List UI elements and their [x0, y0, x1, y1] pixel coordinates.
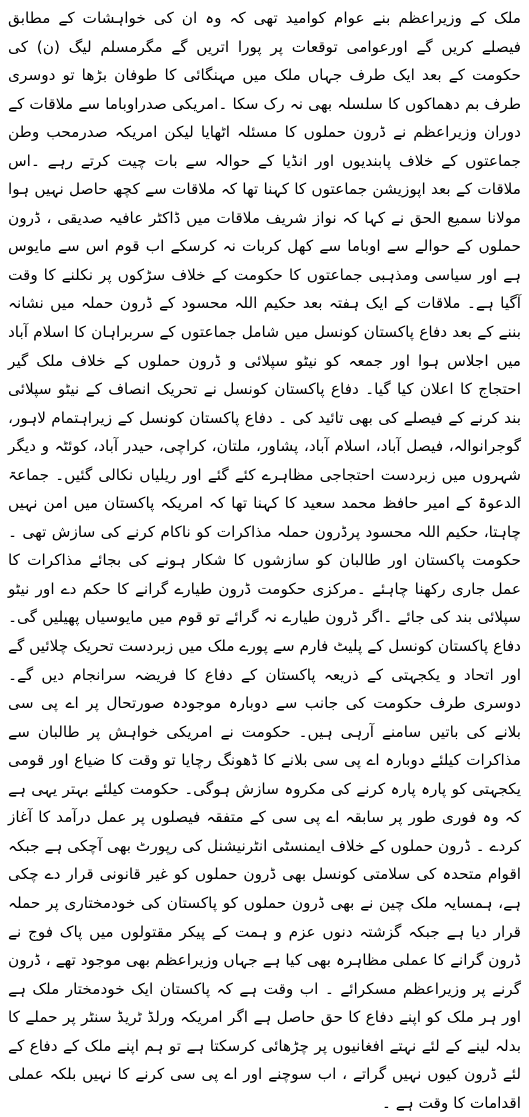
article-body-text: ملک کے وزیراعظم بنے عوام کوامید تھی کہ وہ ان کی خواہشات کے مطابق فیصلے کریں گے اورعوامی توقعات پر پورا اتریں گے مگرمسلم لیگ (ن) کی حکومت کے بعد ایک طرف جہاں ملک میں مہنگائی کا طوفان بڑھا تو دوسری طرف بم دھماکوں کا سلسلہ بھی نہ رک سکا ۔امریکی صدراوباما سے ملاقات کے دوران وزیراعظم نے ڈرون حملوں کا مسئلہ اٹھایا لیکن امریکہ صدرمحب وطن جماعتوں کے خلاف پابندیوں اور انڈیا کے حوالہ سے بات چیت کرتے رہے ۔اس ملاقات کے بعد اپوزیشن جماعتوں کا کہنا تھا کہ ملاقات سے کچھ حاصل نہیں ہوا مولانا سمیع الحق نے کہا کہ نواز شریف ملاقات میں ڈاکٹر عافیہ صدیقی ، ڈرون حملوں کے حوالے سے اوباما سے کھل کربات نہ کرسکے اب قوم اس سے مایوس ہے اور سیاسی ومذہبی جماعتوں کا حکومت کے خلاف سڑکوں پر نکلنے کا وقت آگیا ہے۔ ملاقات کے ایک ہفتہ بعد حکیم اللہ محسود کے ڈرون حملہ میں نشانہ بننے کے بعد دفاع پاکستان کونسل میں شامل جماعتوں کے سربراہان کا اسلام آباد میں اجلاس ہوا اور جمعہ کو نیٹو سپلائی و ڈرون حملوں کے خلاف ملک گیر احتجاج کا اعلان کیا گیا۔ دفاع پاکستان کونسل نے تحریک انصاف کے نیٹو سپلائی بند کرنے کے فیصلے کی بھی تائید کی ۔ دفاع پاکستان کونسل کے زیراہتمام لاہور، گوجرانوالہ، فیصل آباد، اسلام آباد، پشاور، ملتان، کراچی، حیدر آباد، کوئٹہ و دیگر شہروں میں زبردست احتجاجی مظاہرے کئے گئے اور ریلیاں نکالی گئیں۔ جماعۃ الدعوۃ کے امیر حافظ محمد سعید کا کہنا تھا کہ امریکہ پاکستان میں امن نہیں چاہتا، حکیم اللہ محسود پرڈرون حملہ مذاکرات کو ناکام کرنے کی سازش تھی ۔حکومت پاکستان اور طالبان کو سازشوں کا شکار ہونے کی بجائے مذاکرات کا عمل جاری رکھنا چاہئے ۔مرکزی حکومت ڈرون طیارے گرانے کا حکم دے اور نیٹو سپلائی بند کی جائے ۔اگر ڈرون طیارے نہ گرائے تو قوم میں مایوسیاں پھیلیں گی۔ دفاع پاکستان کونسل کے پلیٹ فارم سے پورے ملک میں زبردست تحریک چلائیں گے اور اتحاد و یکجہتی کے ذریعہ پاکستان کے دفاع کا فریضہ سرانجام دیں گے۔ دوسری طرف حکومت کی جانب سے دوبارہ موجودہ صورتحال پر اے پی سی بلانے کی باتیں سامنے آرہی ہیں۔ حکومت نے امریکی خواہش پر طالبان سے مذاکرات کیلئے دوبارہ اے پی سی بلانے کا ڈھونگ رچایا تو وقت کا ضیاع اور قومی یکجہتی کو پارہ پارہ کرنے کی مکروہ سازش ہوگی۔ حکومت کیلئے بہتر یہی ہے کہ وہ فوری طور پر سابقہ اے پی سی کے متفقہ فیصلوں پر عمل درآمد کا آغاز کردے ۔ ڈرون حملوں کے خلاف ایمنسٹی انٹرنیشنل کی رپورٹ بھی آچکی ہے جبکہ اقوام متحدہ کی سلامتی کونسل بھی ڈرون حملوں کو غیر قانونی قرار دے چکی ہے، ہمسایہ ملک چین نے بھی ڈرون حملوں کو پاکستان کی خودمختاری پر حملہ قرار دیا ہے جبکہ گزشتہ دنوں عزم و ہمت کے پیکر مقتولوں میں پاک فوج نے ڈرون گرانے کا عملی مظاہرہ بھی کیا ہے جہاں وزیراعظم بھی موجود تھے ، ڈرون گرنے پر وزیراعظم مسکرائے ۔ اب وقت ہے کہ پاکستان ایک خودمختار ملک ہے اور ہر ملک کو اپنے دفاع کا حق حاصل ہے اگر امریکہ ورلڈ ٹریڈ سنٹر پر حملے کا بدلہ لینے کے لئے نہتے افغانیوں پر چڑھائی کرسکتا ہے تو ہم اپنے ملک کے دفاع کے لئے ڈرون کیوں نہیں گراتے ، اب سوچنے اور اے پی سی کرنے کا نہیں بلکہ عملی اقدامات کا وقت ہے ۔: [8, 9, 521, 1112]
